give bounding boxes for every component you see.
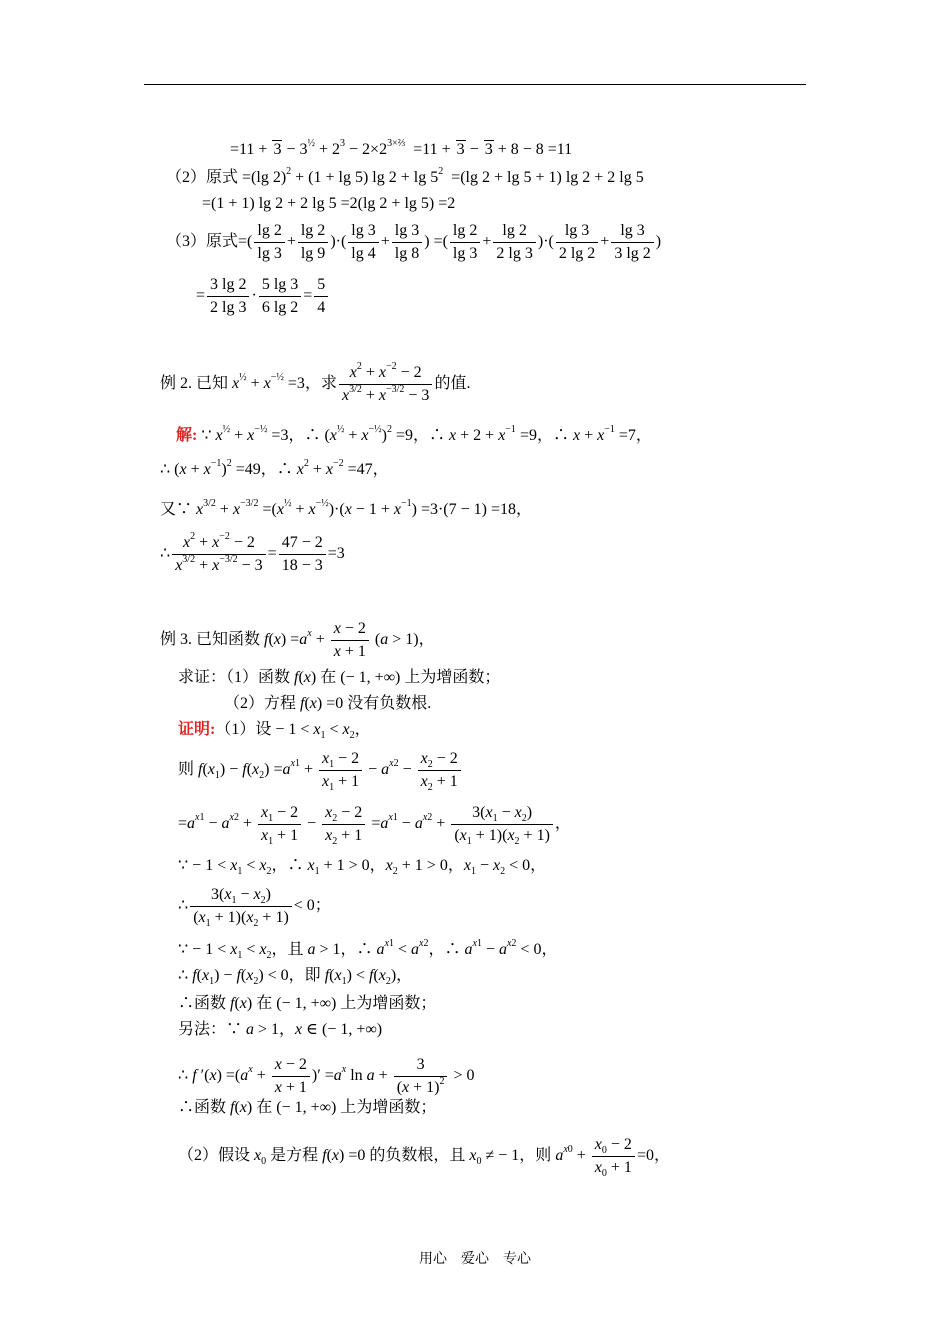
ex3-pf-4: ∵ − $1 < x_1 < x_2$，∴ $x_1 + 1 > 0$，$x_2 + 1 > 0$，$x_1 - x_2 < 0$， [178, 857, 547, 877]
page-footer: 用心 爱心 专心 [419, 1251, 531, 1267]
ex3-pf-2: 则 $f(x_1) - f(x_2) =a^{x1}$ + $\frac{x_1 - 2}{x_1 + 1}$ − $a^{x2}$ − $\frac{x_2 - 2}{x_2 + 1}$ [178, 748, 463, 793]
prev-line-1: $=11 + 3 - 3^{\frac{1}{2}} + 2^3 - 2\times 2^{3\times\frac{2}{3}} =11 + 3 - 3 + 8 - 8 =11$ [230, 138, 573, 158]
ex3-pf-10: ∴ f $'(x) =(a^x$ + $\frac{x - 2}{x + 1}$ )′ $=a^x$ ln a + $\frac{3}{(x + 1)^2}$ > 0 [178, 1056, 475, 1096]
header-rule [144, 84, 806, 85]
proof-label: 证明: [178, 721, 216, 738]
ex2-sol-3: 又∵ $x^{3/2} + x^{-3/2} =(x^{\frac{1}{2}} + x^{-\frac{1}{2}})\cdot(x - 1 + x^{-1}) =3\cdot(7 - 1) =18$， [160, 498, 532, 518]
ex3-pf-8: ∴函数 f(x) 在 (− 1, +∞) 上为增函数； [178, 995, 437, 1012]
ex2-tail-text: 的值. [434, 375, 471, 393]
prev-line-5: = $\frac{3 \lg 2}{2 \lg 3}$ · $\frac{5 \lg 3}{6 \lg 2}$ = $\frac{5}{4}$ [196, 274, 330, 319]
ex3-prove-2: （2）方程 f(x) =0 没有负数根. [224, 695, 432, 712]
ex3-pf-9: 另法：∵ a > 1，x ∈ (− 1, +∞) [178, 1021, 383, 1038]
ex2-title: 例 2. 已知 $x^{\frac{1}{2}} + x^{-\frac{1}{2}} =3$，求 $\frac{x^2 + x^{-2} - 2}{x^{3/2} + x^{-3/2} - 3}$ 的值. [160, 361, 471, 404]
prev-label-4: （3）原式 [166, 233, 239, 251]
ex2-title-text: 例 2. 已知 [160, 375, 229, 393]
ex2-sol-4: ∴ $\frac{x^2 + x^{-2} - 2}{x^{3/2} + x^{-3/2} - 3}$ = $\frac{47 - 2}{18 - 3}$ =3 [160, 531, 345, 574]
ex3-pf-3: $=a^{x1} - a^{x2}$ + $\frac{x_1 - 2}{x_1 + 1}$ − $\frac{x_2 - 2}{x_2 + 1}$ $=a^{x1} - a^{x2}$ + $\frac{3(x_1 - x_2)}{(x_1 + 1)(x_2 + 1)}$ ， [178, 804, 571, 847]
ex3-pf-12: （2）假设 $x_0$ 是方程 f(x) =0 的负数根，且 $x_0$ ≠ − 1，则 $a^{x0}$ + $\frac{x_0 - 2}{x_0 + 1}$ =0， [178, 1136, 670, 1179]
ex3-title-text: 例 3. 已知函数 [160, 631, 261, 649]
ex2-ask-text: ，求 [304, 375, 337, 393]
ex3-title: 例 3. 已知函数 $f(x) =a^x$ + $\frac{x - 2}{x + 1}$ (a > 1)， [160, 620, 435, 660]
ex3-pf-5: ∴ $\frac{3(x_1 - x_2)}{(x_1 + 1)(x_2 + 1)}$ < 0； [178, 886, 331, 929]
prev-line-2: （2）原式 =(lg 2)$^2$ + (1 + lg 5) $\lg 2 + \lg 5^2 =(\lg$ 2 + lg 5 + 1) lg 2 + 2 lg 5 [166, 166, 644, 186]
ex3-pf-7: ∴ $f(x_1) - f(x_2) < 0$，即 $f(x_1) < f(x_2)$， [178, 967, 413, 987]
prev-line-3: =(1 + 1) lg 2 + 2 lg 5 =2(lg 2 + lg 5) =2 [202, 195, 456, 212]
prev-line-4: （3）原式=( $\frac{\lg 2}{\lg 3}$ + $\frac{\lg 2}{\lg 9}$ )·( $\frac{\lg 3}{\lg 4}$ + $\frac{\lg 3}{\lg 8}$ ) =( $\frac{\lg 2}{\lg 3}$ + $\frac{\lg 2}{2 \lg 3}$ )·( $\frac{\lg 3}{2 \lg 2}$ + $\frac{\lg 3}{3 \lg 2}$ ) [166, 222, 662, 262]
prev-label-2: （2）原式 [166, 169, 239, 186]
ex3-pf-11: ∴函数 f(x) 在 (− 1, +∞) 上为增函数； [178, 1099, 437, 1116]
ex2-sol-1: 解: ∵ $x^{\frac{1}{2}} + x^{-\frac{1}{2}} =3$，∴ $(x^{\frac{1}{2}} + x^{-\frac{1}{2}})^2 =9$，∴ $x + 2 + x^{-1} =9$，∴ $x + x^{-1} =7$， [176, 424, 652, 444]
ex2-sol-2: ∴ $(x + x^{-1})^2 =49$，∴ $x^2 + x^{-2} =47$， [160, 458, 389, 478]
ex3-pf-6: ∵ − $1 < x_1 < x_2$，且 a > 1，∴ $a^{x1} < a^{x2}$，∴ $a^{x1} - a^{x2} < 0$， [178, 938, 558, 961]
ex3-prove-1: 求证：（1）函数 f(x) 在 (− 1, +∞) 上为增函数； [178, 669, 501, 686]
ex3-pf-1: 证明:（1）设 − $1 < x_1 < x_2$， [178, 721, 371, 741]
solution-label: 解: [176, 427, 198, 444]
